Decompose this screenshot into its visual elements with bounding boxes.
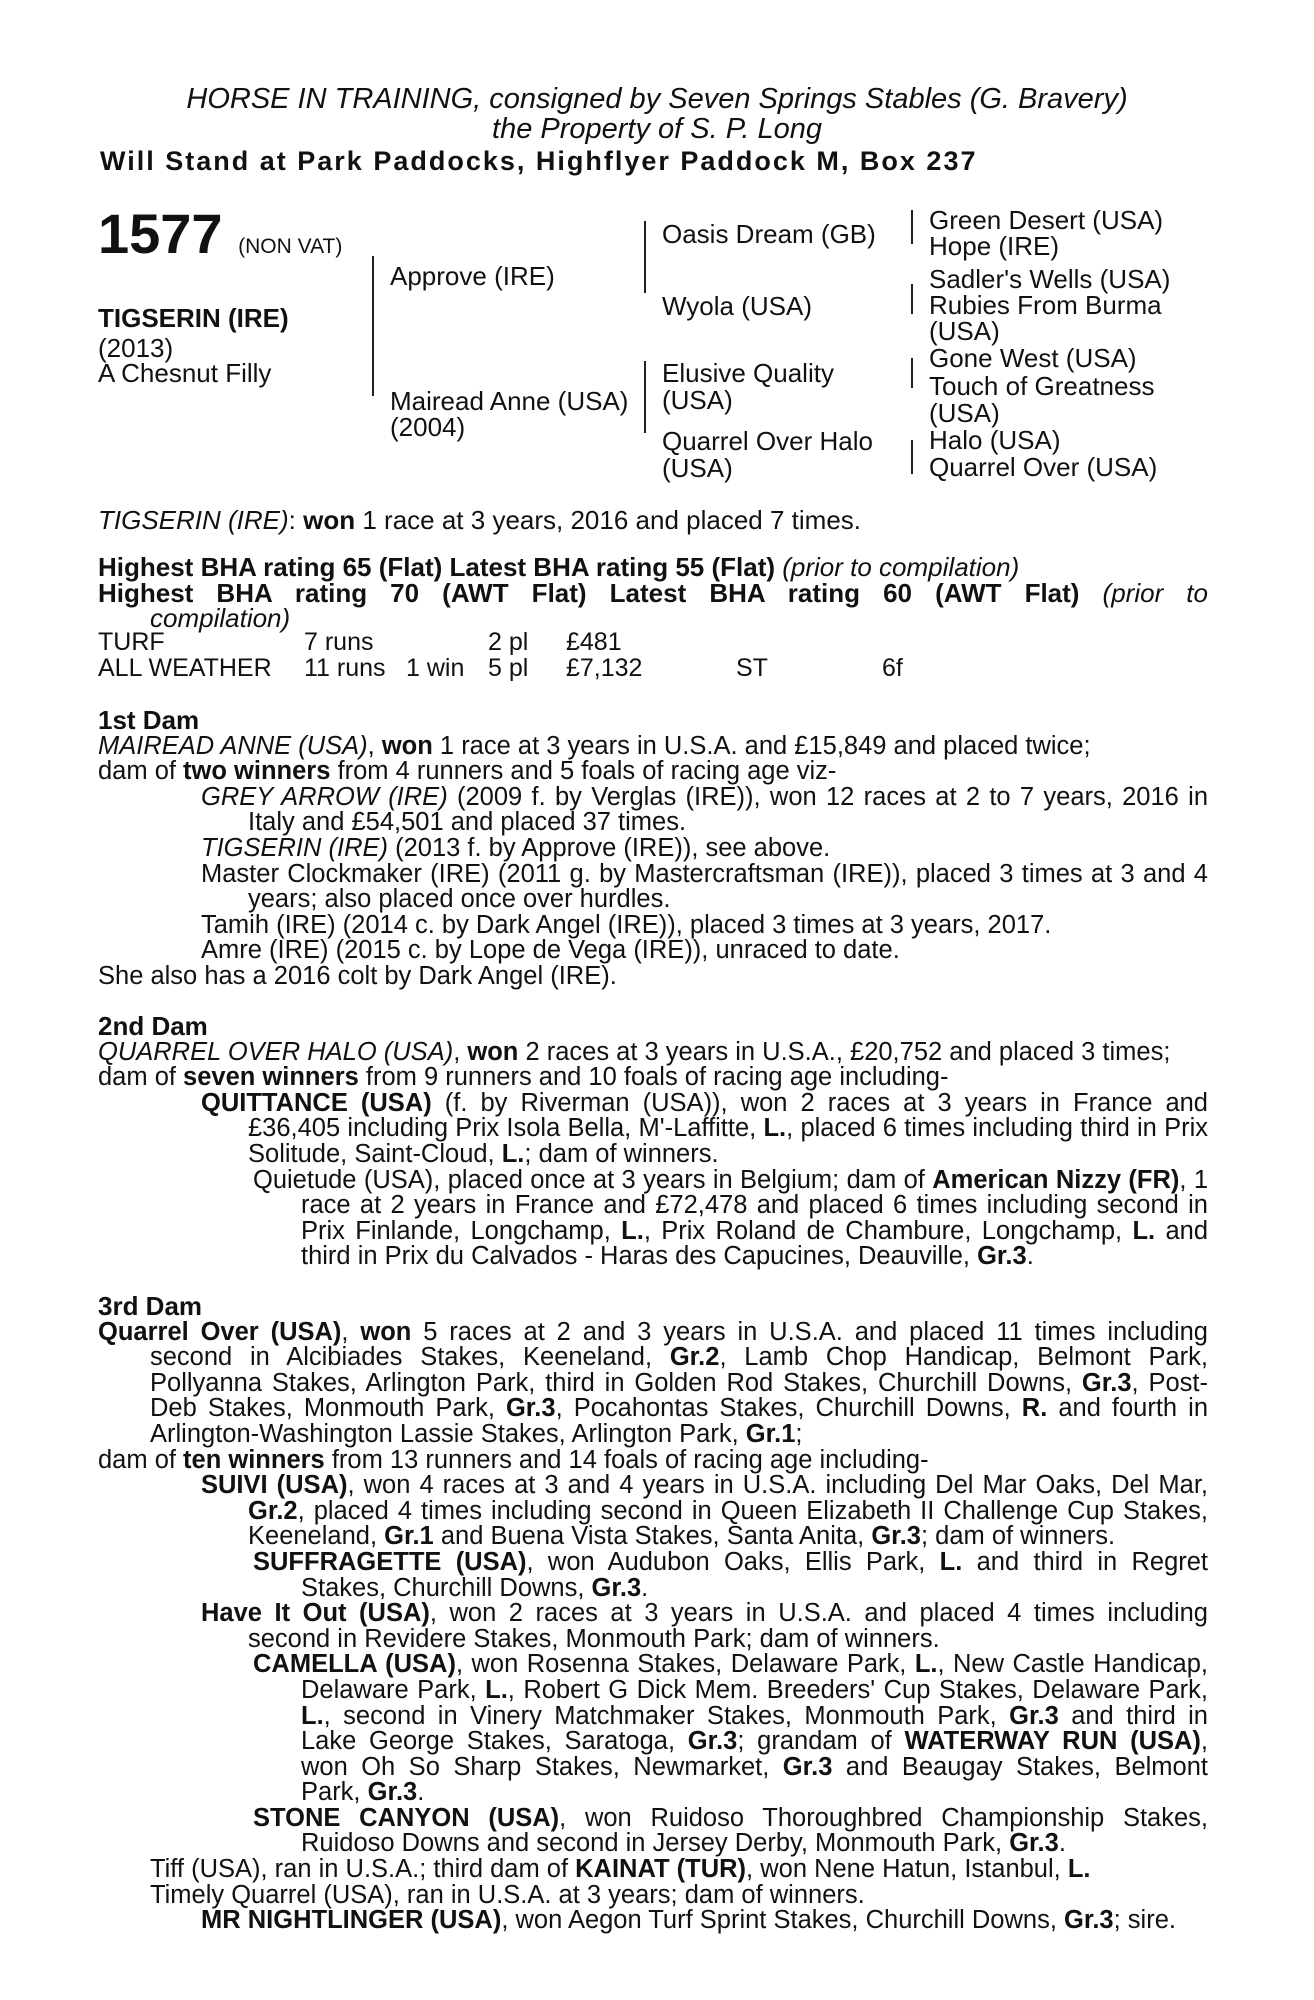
awt-rating: Highest BHA rating 70 (AWT Flat) Latest BHA rating 60 (AWT Flat) bbox=[98, 577, 1080, 608]
produce-text: . bbox=[1058, 1829, 1066, 1858]
record-text: ; bbox=[795, 1419, 803, 1448]
pedigree-dam: Mairead Anne (USA) bbox=[390, 386, 629, 416]
pedigree-dam-year: (2004) bbox=[390, 412, 466, 442]
group-mark: Gr.1 bbox=[745, 1419, 796, 1448]
listed-mark: L. bbox=[501, 1139, 525, 1168]
pedigree-gen3-b2-2: (USA) bbox=[929, 316, 1000, 346]
produce-name: TIGSERIN (IRE) bbox=[201, 833, 389, 862]
produce-text: , 1 race at 2 years in France and £72,478 and placed 6 times including second in Prix Finlande, Longchamp, bbox=[301, 1165, 1208, 1245]
produce-text: , won 4 races at 3 and 4 years in U.S.A. including Del Mar Oaks, Del Mar, bbox=[347, 1471, 1208, 1500]
produce-text: ; grandam of bbox=[737, 1727, 905, 1756]
ratings-block bbox=[98, 552, 1208, 634]
awt-rating-note-2: compilation) bbox=[150, 603, 291, 634]
horse-name: TIGSERIN (IRE) bbox=[98, 303, 289, 333]
summary-colon: : bbox=[288, 505, 296, 535]
record-text: and fourth in Arlington-Washington Lassie Stakes, Arlington Park, bbox=[150, 1394, 1208, 1448]
group-mark: Gr.2 bbox=[248, 1496, 298, 1525]
pedigree-dam-dam-2: (USA) bbox=[662, 453, 733, 483]
runners-text: from 9 runners and 10 foals of racing age including- bbox=[358, 1063, 949, 1092]
dam-of-label: dam of bbox=[98, 1063, 184, 1092]
property-line: the Property of S. P. Long bbox=[492, 113, 822, 145]
table-row bbox=[98, 629, 903, 655]
consignment-title: HORSE IN TRAINING, consigned by Seven Springs Stables (G. Bravery) bbox=[186, 83, 1128, 115]
first-dam-section bbox=[98, 705, 1208, 990]
produce-text: ; dam of winners. bbox=[920, 1522, 1116, 1551]
first-dam-record: 1 race at 3 years in U.S.A. and £15,849 and placed twice; bbox=[432, 731, 1091, 760]
produce-text: and third in Lake George Stakes, Saratoga, bbox=[301, 1701, 1208, 1756]
stats-wins: 1 win bbox=[406, 654, 465, 682]
produce-text: and third in Regret Stakes, Churchill Downs, bbox=[301, 1547, 1209, 1602]
record-text: , Lamb Chop Handicap, Belmont Park, Pollyanna Stakes, Arlington Park, third in Golden Rod Stakes, Churchill Downs, bbox=[150, 1343, 1208, 1397]
listed-mark: L. bbox=[939, 1547, 963, 1576]
list-item: Timely Quarrel (USA), ran in U.S.A. at 3 years; dam of winners. bbox=[150, 1880, 865, 1909]
list-item: Tamih (IRE) (2014 c. by Dark Angel (IRE)), placed 3 times at 3 years, 2017. bbox=[201, 910, 1052, 939]
vat-status: (NON VAT) bbox=[238, 235, 343, 258]
third-dam-section bbox=[98, 1291, 1209, 1935]
group-mark: Gr.3 bbox=[782, 1752, 833, 1781]
second-dam-record: 2 races at 3 years in U.S.A., £20,752 and placed 3 times; bbox=[518, 1037, 1171, 1066]
listed-mark: L. bbox=[914, 1650, 938, 1679]
list-item bbox=[98, 1908, 1208, 1934]
produce-text: Quietude (USA), placed once at 3 years in Belgium; dam of bbox=[253, 1165, 933, 1194]
produce-text: , placed 6 times including third in Prix Solitude, Saint-Cloud, bbox=[248, 1114, 1208, 1168]
pedigree-brace-b bbox=[911, 284, 913, 314]
list-item: She also has a 2016 colt by Dark Angel (IRE). bbox=[98, 961, 617, 990]
third-dam-heading: 3rd Dam bbox=[98, 1291, 203, 1321]
table-row bbox=[98, 655, 903, 681]
pedigree-dam-dam: Quarrel Over Halo bbox=[662, 426, 873, 456]
horse-description: A Chesnut Filly bbox=[98, 358, 272, 388]
produce-text: , Prix Roland de Chambure, Longchamp, bbox=[643, 1216, 1133, 1245]
list-item: Master Clockmaker (IRE) (2011 g. by Mastercraftsman (IRE)), placed 3 times at 3 and 4 years; also placed once over hurdles. bbox=[201, 859, 1208, 914]
pedigree-brace-d bbox=[911, 440, 913, 474]
produce-name: MR NIGHTLINGER (USA) bbox=[201, 1906, 502, 1935]
first-dam-name: MAIREAD ANNE (USA) bbox=[98, 731, 368, 760]
produce-text: , won Nene Hatun, Istanbul, bbox=[746, 1855, 1068, 1884]
group-mark: Gr.3 bbox=[687, 1727, 738, 1756]
list-item bbox=[98, 1652, 1208, 1806]
winners-count: seven winners bbox=[183, 1063, 359, 1092]
produce-text: , won Aegon Turf Sprint Stakes, Churchill Downs, bbox=[501, 1906, 1064, 1935]
awt-rating-note: (prior to bbox=[1079, 577, 1208, 608]
produce-text: . bbox=[641, 1573, 649, 1602]
pedigree-brace-sire bbox=[644, 221, 646, 293]
stats-placed: 2 pl bbox=[488, 628, 529, 656]
venue-line: Will Stand at Park Paddocks, Highflyer Paddock M, Box 237 bbox=[100, 146, 978, 176]
horse-year: (2013) bbox=[98, 333, 174, 363]
lot-number-value: 1577 bbox=[98, 202, 223, 265]
race-summary bbox=[98, 506, 861, 534]
produce-text: , New Castle Handicap, Delaware Park, bbox=[301, 1650, 1208, 1704]
flat-rating: Highest BHA rating 65 (Flat) Latest BHA rating 55 (Flat) bbox=[98, 552, 776, 582]
stats-runs: 7 runs bbox=[304, 628, 374, 656]
group-mark: Gr.3 bbox=[1009, 1701, 1059, 1730]
summary-won: won bbox=[303, 505, 356, 535]
summary-text: 1 race at 3 years, 2016 and placed 7 times. bbox=[355, 505, 861, 535]
listed-mark: L. bbox=[621, 1216, 644, 1245]
produce-name: SUIVI (USA) bbox=[201, 1471, 348, 1500]
winners-count: two winners bbox=[183, 757, 331, 786]
pedigree-sire-dam: Wyola (USA) bbox=[662, 291, 813, 321]
produce-text: ; sire. bbox=[1113, 1906, 1176, 1935]
produce-name: SUFFRAGETTE (USA) bbox=[253, 1547, 527, 1576]
pedigree-sire: Approve (IRE) bbox=[390, 261, 555, 291]
stats-distance bbox=[882, 629, 903, 655]
dam-of-label: dam of bbox=[98, 1445, 184, 1474]
list-item bbox=[98, 782, 1208, 837]
produce-text: . bbox=[1026, 1242, 1034, 1271]
pedigree-dam-sire-2: (USA) bbox=[662, 385, 733, 415]
list-item bbox=[98, 1165, 1208, 1271]
stats-surface: ALL WEATHER bbox=[98, 654, 272, 682]
pedigree-brace-dam bbox=[644, 361, 646, 433]
produce-text: and Beaugay Stakes, Belmont Park, bbox=[301, 1752, 1208, 1807]
group-mark: Gr.3 bbox=[1081, 1368, 1132, 1397]
group-mark: Gr.3 bbox=[977, 1242, 1027, 1271]
produce-name: GREY ARROW (IRE) bbox=[201, 782, 448, 811]
runners-text: from 4 runners and 5 foals of racing age viz- bbox=[330, 757, 837, 786]
pedigree-gen3-c2-2: (USA) bbox=[929, 398, 1000, 428]
produce-text: and Buena Vista Stakes, Santa Anita, bbox=[433, 1522, 872, 1551]
produce-text: , won Ruidoso Thoroughbred Championship Stakes, Ruidoso Downs and second in Jersey Derby, Monmouth Park, bbox=[301, 1803, 1208, 1858]
flat-rating-note: (prior to compilation) bbox=[775, 552, 1020, 582]
list-item bbox=[98, 1088, 1208, 1168]
stats-prize: £7,132 bbox=[566, 654, 643, 682]
listed-mark: L. bbox=[1132, 1216, 1156, 1245]
group-mark: Gr.3 bbox=[1009, 1829, 1059, 1858]
list-item bbox=[98, 833, 1208, 862]
produce-text: , placed 4 times including second in Queen Elizabeth II Challenge Cup Stakes, Keeneland, bbox=[248, 1496, 1208, 1551]
pedigree-gen3-d1: Halo (USA) bbox=[929, 425, 1061, 455]
list-item bbox=[98, 1473, 1208, 1550]
listed-mark: L. bbox=[1067, 1855, 1091, 1884]
produce-text: and third in Prix du Calvados - Haras des Capucines, Deauville, bbox=[301, 1216, 1208, 1271]
separator: , bbox=[453, 1037, 468, 1066]
produce-text: , won Oh So Sharp Stakes, Newmarket, bbox=[301, 1727, 1209, 1781]
pedigree-dam-sire: Elusive Quality bbox=[662, 358, 834, 388]
stats-going: ST bbox=[736, 654, 768, 682]
produce-text: (2013 f. by Approve (IRE)), see above. bbox=[388, 833, 831, 862]
list-item bbox=[98, 1803, 1208, 1858]
list-item bbox=[98, 1547, 1209, 1602]
list-item bbox=[98, 1601, 1208, 1652]
lot-number bbox=[98, 204, 342, 277]
record-text: 5 races at 2 and 3 years in U.S.A. and placed 11 times including second in Alcibiades Stakes, Keeneland, bbox=[150, 1317, 1208, 1372]
group-mark: Gr.3 bbox=[505, 1394, 556, 1423]
stats-going bbox=[736, 629, 882, 655]
produce-name: QUITTANCE (USA) bbox=[201, 1088, 432, 1117]
produce-name: Have It Out (USA) bbox=[201, 1599, 430, 1628]
separator: , bbox=[341, 1317, 361, 1346]
produce-name: American Nizzy (FR) bbox=[932, 1165, 1180, 1194]
second-dam-name: QUARREL OVER HALO (USA) bbox=[98, 1037, 454, 1066]
group-mark: Gr.1 bbox=[384, 1522, 434, 1551]
pedigree-gen3-b1: Sadler's Wells (USA) bbox=[929, 264, 1171, 294]
produce-text: , Robert G Dick Mem. Breeders' Cup Stakes, Delaware Park, bbox=[507, 1675, 1208, 1704]
pedigree-gen3-a2: Hope (IRE) bbox=[929, 231, 1060, 261]
produce-text: (f. by Riverman (USA)), won 2 races at 3 years in France and £36,405 including Prix Isola Bella, M'-Laffitte, bbox=[248, 1088, 1208, 1143]
group-mark: Gr.3 bbox=[871, 1522, 921, 1551]
second-dam-heading: 2nd Dam bbox=[98, 1011, 208, 1041]
produce-name: WATERWAY RUN (USA) bbox=[904, 1727, 1201, 1756]
produce-text: , won 2 races at 3 years in U.S.A. and placed 4 times including second in Revidere Stakes, Monmouth Park; dam of winners. bbox=[248, 1599, 1208, 1653]
stats-placed: 5 pl bbox=[488, 654, 529, 682]
pedigree-sire-sire: Oasis Dream (GB) bbox=[662, 219, 876, 249]
pedigree-gen3-c1: Gone West (USA) bbox=[929, 343, 1137, 373]
produce-name: KAINAT (TUR) bbox=[575, 1855, 747, 1884]
group-mark: Gr.3 bbox=[1064, 1906, 1114, 1935]
third-dam-won: won bbox=[360, 1317, 412, 1346]
record-text: , Pocahontas Stakes, Churchill Downs, bbox=[555, 1394, 1022, 1423]
stats-prize: £481 bbox=[566, 628, 622, 656]
listed-mark: L. bbox=[485, 1675, 508, 1704]
list-item: Amre (IRE) (2015 c. by Lope de Vega (IRE)), unraced to date. bbox=[201, 936, 900, 965]
first-dam-heading: 1st Dam bbox=[98, 705, 200, 735]
stats-distance: 6f bbox=[882, 654, 903, 682]
group-mark: Gr.3 bbox=[591, 1573, 642, 1602]
produce-text: Tiff (USA), ran in U.S.A.; third dam of bbox=[150, 1855, 576, 1884]
second-dam-won: won bbox=[467, 1037, 519, 1066]
produce-text: . bbox=[417, 1778, 425, 1807]
race-record-table bbox=[98, 629, 903, 681]
group-mark: Gr.3 bbox=[367, 1778, 418, 1807]
pedigree-gen3-b2: Rubies From Burma bbox=[929, 290, 1162, 320]
produce-text: , won Audubon Oaks, Ellis Park, bbox=[526, 1547, 940, 1576]
produce-text: , second in Vinery Matchmaker Stakes, Monmouth Park, bbox=[323, 1701, 1010, 1730]
record-text: , Post-Deb Stakes, Monmouth Park, bbox=[150, 1368, 1209, 1423]
produce-text: ; dam of winners. bbox=[524, 1139, 719, 1168]
pedigree-brace-a bbox=[911, 210, 913, 244]
group-mark: Gr.2 bbox=[669, 1343, 720, 1372]
third-dam-name: Quarrel Over (USA) bbox=[98, 1317, 342, 1346]
stats-runs: 11 runs bbox=[304, 654, 386, 682]
dam-of-label: dam of bbox=[98, 757, 184, 786]
produce-text: (2009 f. by Verglas (IRE)), won 12 races at 2 to 7 years, 2016 in Italy and £54,501 and placed 37 times. bbox=[248, 782, 1208, 837]
second-dam-section bbox=[98, 1011, 1208, 1271]
produce-text: , won Rosenna Stakes, Delaware Park, bbox=[455, 1650, 915, 1679]
stats-wins bbox=[406, 629, 488, 655]
first-dam-won: won bbox=[381, 731, 433, 760]
pedigree-gen3-c2: Touch of Greatness bbox=[929, 371, 1155, 401]
listed-mark: L. bbox=[301, 1701, 324, 1730]
produce-name: STONE CANYON (USA) bbox=[253, 1803, 560, 1832]
pedigree-gen3-d2: Quarrel Over (USA) bbox=[929, 452, 1158, 482]
winners-count: ten winners bbox=[183, 1445, 325, 1474]
listed-mark: L. bbox=[763, 1114, 787, 1143]
pedigree-brace-main bbox=[372, 256, 374, 396]
separator: , bbox=[367, 731, 382, 760]
summary-horse-name: TIGSERIN (IRE) bbox=[98, 505, 289, 535]
list-item bbox=[98, 1857, 1208, 1883]
restricted-mark: R. bbox=[1021, 1394, 1048, 1423]
produce-name: CAMELLA (USA) bbox=[253, 1650, 456, 1679]
runners-text: from 13 runners and 14 foals of racing age including- bbox=[324, 1445, 929, 1474]
third-dam-record bbox=[98, 1317, 1209, 1448]
pedigree-brace-c bbox=[911, 358, 913, 388]
stats-surface: TURF bbox=[98, 628, 165, 656]
pedigree-gen3-a1: Green Desert (USA) bbox=[929, 205, 1164, 235]
